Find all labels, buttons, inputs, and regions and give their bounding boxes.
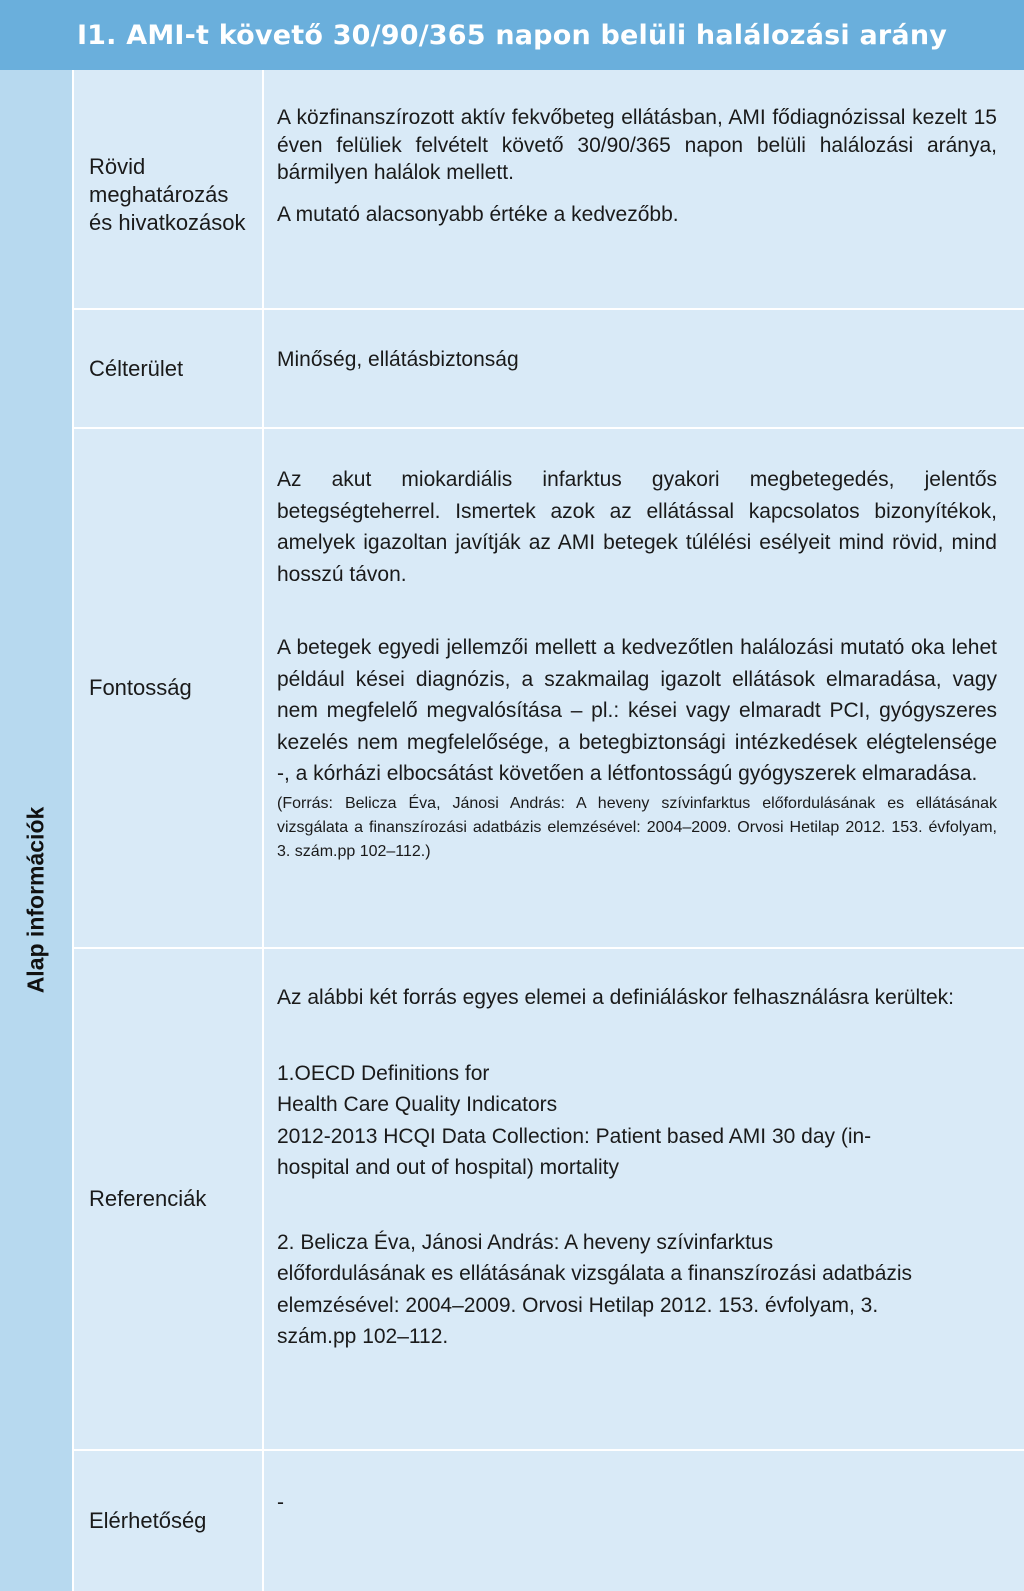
availability-value: - xyxy=(277,1491,284,1514)
reference-2 xyxy=(277,1227,997,1353)
importance-paragraph-2: A betegek egyedi jellemzői mellett a kedvezőtlen halálozási mutató oka lehet például kései diagnózis, a szakmailag igazolt ellátások elmaradása, vagy nem megfelelő megvalósítása – pl.: kései vagy elmaradt PCI, gyógyszeres kezelés nem megfelelősége, a betegbiztonsági intézkedések elégtelensége -, a kórházi elbocsátást követően a létfontosságú gyógyszerek elmaradása. xyxy=(277,636,997,785)
row-label-definition-text: Rövid meghatározás és hivatkozások xyxy=(89,154,246,235)
side-category-label: Alap információk xyxy=(22,806,49,994)
table-row-definition xyxy=(72,70,1024,308)
row-label-availability xyxy=(74,1451,262,1591)
reference-1-line-2: Health Care Quality Indicators xyxy=(277,1093,558,1116)
row-content-availability xyxy=(264,1451,1024,1591)
importance-source: (Forrás: Belicza Éva, Jánosi András: A heveny szívinfarktus előfordulásának es ellátásának vizsgálata a finanszírozási adatbázis elemzésével: 2004–2009. Orvosi Hetilap 2012. 153. évfolyam, 3. szám.pp 102–112.) xyxy=(277,794,997,860)
definition-note: A mutató alacsonyabb értéke a kedvezőbb. xyxy=(277,202,679,226)
row-label-availability-text: Elérhetőség xyxy=(89,1508,207,1533)
reference-1 xyxy=(277,1058,997,1184)
row-label-target-area-text: Célterület xyxy=(89,355,184,381)
row-label-definition xyxy=(74,70,262,308)
definition-text: A közfinanszírozott aktív fekvőbeteg ellátásban, AMI fődiagnózissal kezelt 15 éven felüliek felvételt követő 30/90/365 napon belüli halálozási aránya, bármilyen halálok mellett. xyxy=(277,106,997,184)
row-label-target-area xyxy=(74,310,262,427)
page-title xyxy=(0,0,1024,70)
row-content-definition xyxy=(264,70,1024,308)
table-row-availability xyxy=(72,1451,1024,1591)
row-label-importance xyxy=(74,429,262,947)
page-title-text: I1. AMI-t követő 30/90/365 napon belüli halálozási arány xyxy=(76,19,948,51)
reference-2-line-4: szám.pp 102–112. xyxy=(277,1325,449,1348)
side-category-column xyxy=(0,70,72,1591)
importance-paragraph-1: Az akut miokardiális infarktus gyakori megbetegedés, jelentős betegségteherrel. Ismertek azok az ellátással kapcsolatos bizonyítékok, amelyek igazoltan javítják az AMI betegek túlélési esélyeit mind rövid, mind hosszú távon. xyxy=(277,468,997,586)
row-label-references-text: Referenciák xyxy=(89,1186,207,1211)
row-content-target-area xyxy=(264,310,1024,427)
target-area-value: Minőség, ellátásbiztonság xyxy=(277,348,519,371)
table-row-importance xyxy=(72,429,1024,947)
row-content-references xyxy=(264,949,1024,1449)
reference-2-line-3: elemzésével: 2004–2009. Orvosi Hetilap 2012. 153. évfolyam, 3. xyxy=(277,1293,879,1317)
references-intro: Az alábbi két forrás egyes elemei a definiáláskor felhasználásra kerültek: xyxy=(277,986,955,1009)
row-label-references xyxy=(74,949,262,1449)
table-row-references xyxy=(72,949,1024,1449)
info-table xyxy=(72,70,1024,1591)
table-row-target-area xyxy=(72,310,1024,427)
reference-1-line-3: 2012-2013 HCQI Data Collection: Patient based AMI 30 day (in- xyxy=(277,1124,872,1148)
reference-1-line-4: hospital and out of hospital) mortality xyxy=(277,1156,620,1179)
reference-1-line-1: 1.OECD Definitions for xyxy=(277,1061,490,1085)
reference-2-line-2: előfordulásának es ellátásának vizsgálata a finanszírozási adatbázis xyxy=(277,1262,913,1285)
row-label-importance-text: Fontosság xyxy=(89,675,192,700)
reference-2-line-1: 2. Belicza Éva, Jánosi András: A heveny szívinfarktus xyxy=(277,1230,774,1254)
row-content-importance xyxy=(264,429,1024,947)
